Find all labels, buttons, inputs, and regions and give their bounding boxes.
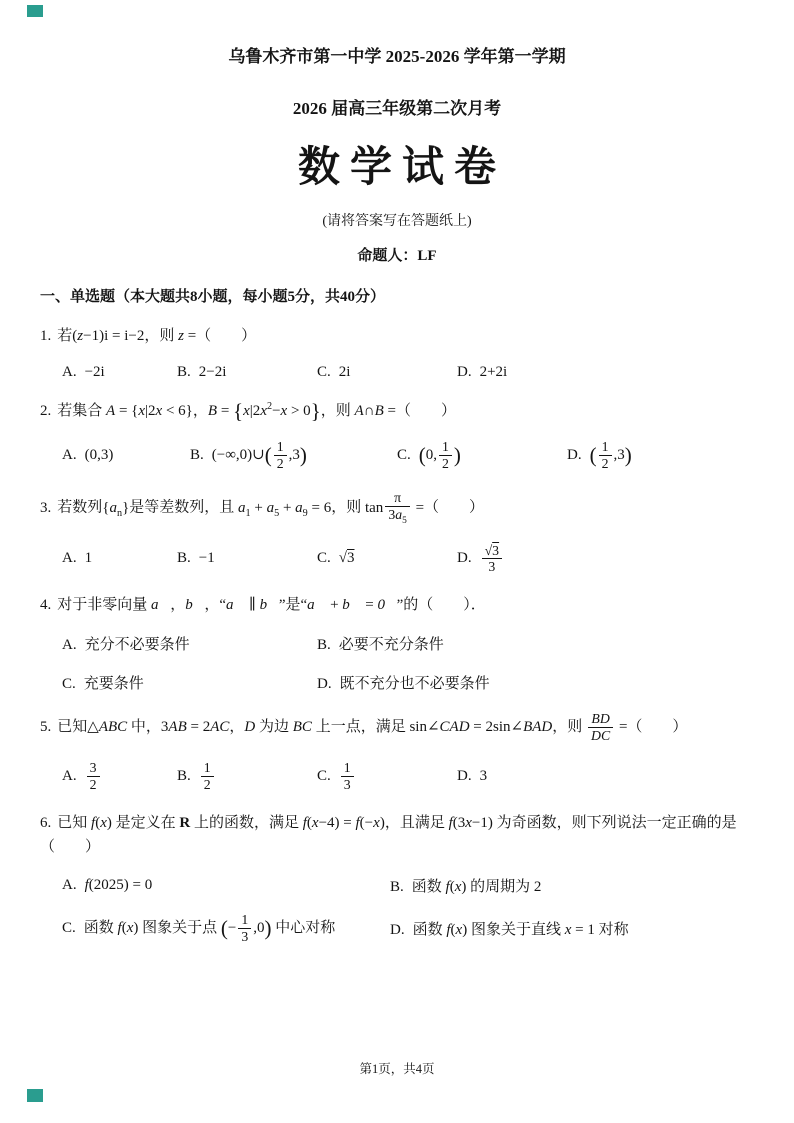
question-stem: 5. 已知△ABC 中，3AB = 2AC，D 为边 BC 上一点，满足 sin∠CAD = 2sin∠BAD，则 $\frac{BD}{DC}$ =（ ） — [40, 711, 688, 744]
options-row — [40, 633, 754, 693]
option-B: B. 2−2i — [177, 364, 227, 381]
option-C: C. √3 — [317, 550, 355, 567]
option-label: D. — [567, 447, 582, 464]
question-number: 4. — [40, 597, 52, 614]
option-label: B. — [390, 878, 404, 895]
option-A: A. −2i — [62, 364, 105, 381]
option-label: B. — [177, 550, 191, 567]
option-label: D. — [457, 550, 472, 567]
option-A: A. (0,3) — [62, 447, 114, 464]
option-label: A. — [62, 637, 77, 654]
option-label: C. — [317, 767, 331, 784]
section-title: 一、单选题（本大题共8小题，每小题5分，共40分） — [40, 289, 386, 306]
option-label: A. — [62, 364, 77, 381]
option-label: C. — [317, 550, 331, 567]
question-6 — [40, 811, 754, 945]
option-B: B. (−∞,0)∪( $\frac{1}{2}$ ,3) — [190, 439, 307, 472]
option-C: C. 充要条件 — [62, 676, 144, 693]
school-header: 乌鲁木齐市第一中学 2025-2026 学年第一学期 — [228, 47, 566, 66]
question-4 — [40, 593, 754, 693]
options-row — [40, 543, 754, 576]
answer-sheet-note: (请将答案写在答题纸上) — [322, 214, 472, 230]
option-label: D. — [317, 676, 332, 693]
option-label: A. — [62, 767, 77, 784]
option-label: C. — [397, 447, 411, 464]
question-1 — [40, 324, 754, 381]
question-number: 5. — [40, 719, 52, 736]
option-label: A. — [62, 447, 77, 464]
option-D: D. ( $\frac{1}{2}$ ,3) — [567, 439, 632, 472]
question-2 — [40, 399, 754, 472]
option-label: C. — [317, 364, 331, 381]
option-D: D. 2+2i — [457, 364, 508, 381]
option-B: B. 函数 f(x) 的周期为 2 — [390, 878, 542, 895]
option-C: C. (0, $\frac{1}{2}$ ) — [397, 439, 461, 472]
option-C: C. 函数 f(x) 图象关于点 (− $\frac{1}{3}$ ,0) 中心对称 — [62, 911, 336, 944]
question-number: 1. — [40, 328, 52, 345]
option-C: C. $\frac{1}{3}$ — [317, 760, 457, 793]
question-stem: 2. 若集合 A = {x|2x < 6}，$B = \{x|2x^2-x > 0\}$，则 A∩B =（ ） — [40, 399, 456, 424]
option-B: B. −1 — [177, 550, 215, 567]
option-A: A. f(2025) = 0 — [62, 876, 153, 893]
option-label: C. — [62, 919, 76, 936]
question-stem: 4. 对于非零向量 a⃗，b⃗，“a⃗ ∥ b⃗”是“a⃗ + b⃗ = 0⃗”的（ ）． — [40, 597, 486, 614]
question-stem: 3. 若数列$\{a_n\}$是等差数列，且 $a_1 + a_5 + a_9 = 6$，则 tan $\frac{\pi}{3a_5}$ =（ ） — [40, 490, 485, 526]
option-label: B. — [177, 767, 191, 784]
option-label: D. — [390, 921, 405, 938]
scan-mark-bottom — [27, 1089, 43, 1102]
options-row — [40, 439, 754, 472]
option-label: A. — [62, 876, 77, 893]
option-A: A. 充分不必要条件 — [62, 637, 190, 654]
option-A: A. 1 — [62, 550, 93, 567]
options-row — [40, 364, 754, 381]
question-number: 6. — [40, 814, 52, 831]
question-number: 2. — [40, 403, 52, 420]
options-row — [40, 760, 754, 793]
page-title: 数学试卷 — [297, 145, 506, 192]
option-D: D. 3 — [457, 767, 488, 784]
option-D: D. 既不充分也不必要条件 — [317, 676, 490, 693]
scan-mark-top — [27, 5, 43, 17]
option-D: D. 函数 f(x) 图象关于直线 x = 1 对称 — [390, 921, 629, 938]
option-label: B. — [317, 637, 331, 654]
question-5 — [40, 711, 754, 792]
option-label: A. — [62, 550, 77, 567]
exam-header: 2026 届高三年级第二次月考 — [292, 99, 502, 119]
option-label: C. — [62, 676, 76, 693]
question-stem: 1. 若(z−1)i = i−2，则 z =（ ） — [40, 328, 257, 345]
question-number: 3. — [40, 499, 52, 516]
option-label: D. — [457, 767, 472, 784]
question-list — [40, 324, 754, 944]
page-footer: 第1页，共4页 — [359, 1062, 435, 1076]
exam-author: 命题人：LF — [357, 248, 437, 265]
option-D: D. $\frac{√3}{3}$ — [457, 543, 754, 576]
option-C: C. 2i — [317, 364, 351, 381]
option-A: A. $\frac{3}{2}$ — [62, 760, 177, 793]
option-label: B. — [190, 447, 204, 464]
option-B: B. $\frac{1}{2}$ — [177, 760, 317, 793]
option-label: B. — [177, 364, 191, 381]
question-stem: 6. 已知 f(x) 是定义在 R 上的函数，满足 f(x−4) = f(−x)，且满足 f(3x−1) 为奇函数，则下列说法一定正确的是（ ） — [40, 814, 737, 855]
option-label: D. — [457, 364, 472, 381]
question-3 — [40, 490, 754, 575]
options-row — [40, 875, 754, 945]
option-B: B. 必要不充分条件 — [317, 637, 444, 654]
